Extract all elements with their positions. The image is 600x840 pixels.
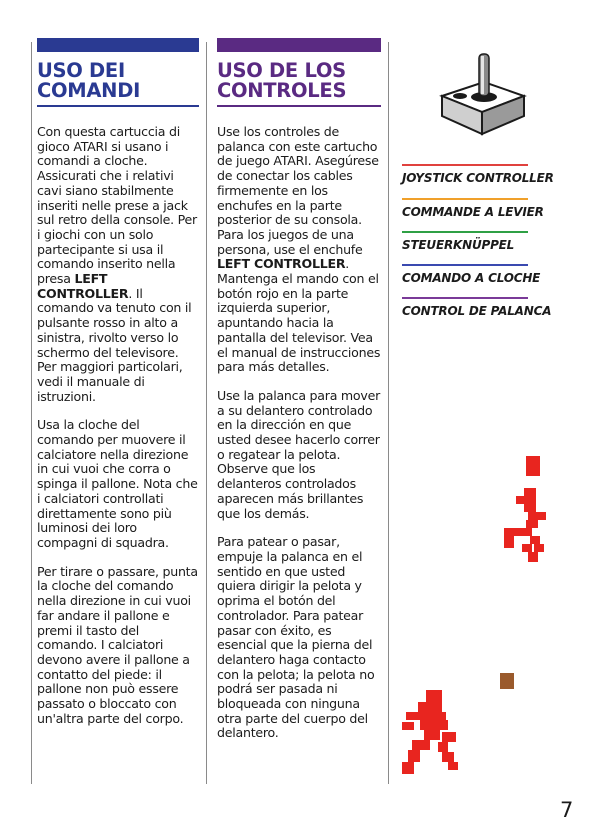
controller-label: COMMANDE A LEVIER	[402, 205, 544, 219]
spanish-paragraph	[217, 535, 381, 741]
spanish-column	[217, 38, 381, 755]
spanish-heading	[217, 61, 381, 101]
spanish-heading-rule	[217, 105, 381, 107]
italian-header-bar	[37, 38, 199, 52]
controller-label-rule	[402, 231, 528, 233]
italian-heading-line2: COMANDI	[37, 79, 141, 102]
bold-term: LEFT CONTROLLER	[37, 271, 129, 301]
italian-paragraph	[37, 125, 199, 404]
text-run: Para patear o pasar, empuje la palanca en el sentido en que usted quiera dirigir la pelota y oprima el botón del controlador. Para patear pasar con éxito, es esencial que la pierna del delantero haga contacto con la pelota; la pelota no podrá ser pasada ni bloqueada con ninguna otra parte del cuerpo del delantero.	[217, 534, 375, 741]
spanish-paragraph	[217, 125, 381, 375]
spanish-body	[217, 125, 381, 741]
controller-label-item	[402, 297, 552, 318]
joystick-icon	[432, 44, 534, 146]
controller-label-item	[402, 164, 554, 185]
column-rule-left	[31, 42, 32, 784]
controller-label-rule	[402, 297, 528, 299]
text-run: Use la palanca para mover a su delantero controlado en la dirección en que usted desee hacerlo correr o regatear la pelota. Observe que los delanteros controlados aparecen más brillantes que los demás.	[217, 387, 381, 521]
italian-heading-line1: USO DEI	[37, 59, 125, 82]
spanish-heading-line2: CONTROLES	[217, 79, 347, 102]
text-run: Usa la cloche del comando per muovere il calciatore nella direzione in cui vuoi che corra o spinga il pallone. Nota che i calciatori controllati direttamente sono più luminosi dei loro compagni di squadra.	[37, 417, 198, 550]
controller-label: COMANDO A CLOCHE	[402, 271, 541, 285]
ball	[500, 673, 514, 689]
controller-label: STEUERKNÜPPEL	[402, 238, 515, 252]
controller-label: JOYSTICK CONTROLLER	[402, 171, 554, 185]
player-sprite-upper	[500, 452, 550, 572]
text-run: . Mantenga el mando con el botón rojo en la parte izquierda superior, apuntando hacia la pantalla del televisor. Vea el manual de instrucciones para más detalles.	[217, 256, 381, 375]
italian-paragraph	[37, 418, 199, 550]
controller-label-item	[402, 231, 528, 252]
text-run: Con questa cartuccia di gioco ATARI si usano i comandi a cloche. Assicurati che i relativi cavi siano stabilmente inseriti nelle prese a jack sul retro della console. Per i giochi con un solo partecipante si usa il comando inserito nella presa	[37, 124, 197, 287]
italian-column	[37, 38, 199, 740]
italian-body	[37, 125, 199, 726]
italian-heading-rule	[37, 105, 199, 107]
column-rule-middle	[206, 42, 207, 784]
column-rule-right	[388, 42, 389, 784]
controller-label-rule	[402, 264, 528, 266]
text-run: Per tirare o passare, punta la cloche del comando nella direzione in cui vuoi far andare il pallone e premi il tasto del comando. I calciatori devono avere il pallone a contatto del piede: il pallone non può essere passato o bloccato con un'altra parte del corpo.	[37, 563, 198, 726]
spanish-paragraph	[217, 389, 381, 521]
controller-label-rule	[402, 198, 528, 200]
controller-label: CONTROL DE PALANCA	[402, 304, 552, 318]
controller-label-item	[402, 198, 544, 219]
spanish-heading-line1: USO DE LOS	[217, 59, 346, 82]
italian-paragraph	[37, 565, 199, 727]
player-sprite-lower	[398, 688, 462, 782]
text-run: Use los controles de palanca con este cartucho de juego ATARI. Asegúrese de conectar los cables firmemente en los enchufes en la parte posterior de su consola. Para los juegos de una persona, use el enchufe	[217, 124, 379, 257]
page-number: 7	[560, 798, 574, 822]
spanish-header-bar	[217, 38, 381, 52]
italian-heading	[37, 61, 199, 101]
controller-label-rule	[402, 164, 528, 166]
controller-label-item	[402, 264, 541, 285]
bold-term: LEFT CONTROLLER	[217, 256, 346, 272]
text-run: . Il comando va tenuto con il pulsante rosso in alto a sinistra, rivolto verso lo schermo del televisore. Per maggiori particolari, vedi il manuale di istruzioni.	[37, 285, 192, 404]
